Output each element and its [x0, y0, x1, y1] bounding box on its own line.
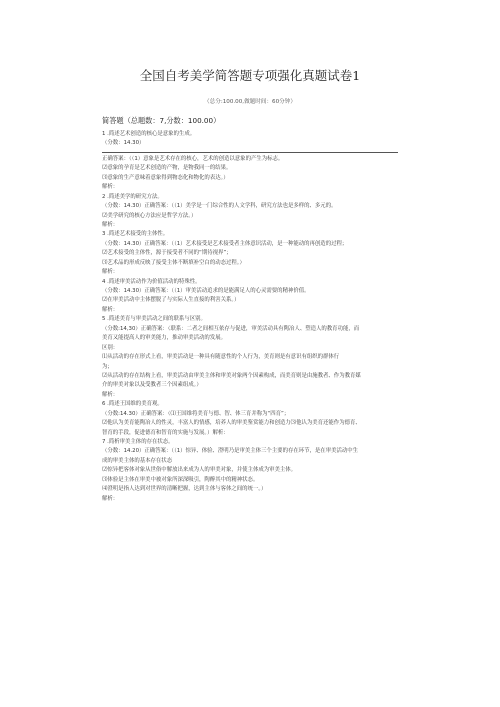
question-1-answer-line: ⑶意象的生产意味着意象得到物态化和物化的表达。） [102, 174, 229, 181]
question-6-answer-line: 智育的手段，促进德育和智育的实施与发展。）解析： [102, 429, 229, 436]
question-4-analysis: 解析： [102, 306, 119, 313]
question-7-answer-line: ⑵惊异把客体对象从世俗中解放出来成为人的审美对象，并使主体成为审美主体。 [102, 467, 297, 474]
question-1-answer-line: ⑵意象的孕育是艺术创造的产物，是物我同一的结果。 [102, 165, 232, 172]
question-4-answer-line: ⑵在审美活动中主体摆脱了与实际人生直接的利害关系。） [102, 297, 240, 304]
question-5-answer-line: ⑵从活动的存在结构上看，审美活动由审美主体和审美对象两个因素构成，而美育则是由施教者、作为教育媒 [102, 372, 361, 379]
question-3-title: 3 .简述艺术接受的主体性。 [102, 231, 169, 238]
question-5-answer-line: 为； [102, 363, 113, 370]
question-5-answer-line: （分数:14,30）正确答案：（联系：二者之间相互依存与促进，审美活动具有陶冶人、塑造人的教育功能，而 [102, 325, 360, 332]
question-1-score: （分数：14.30） [102, 140, 145, 147]
question-7-title: 7 .简析审美主体的存在状态。 [102, 439, 174, 445]
document-subtitle: （总分:100.00,做题时间：60分钟） [204, 99, 296, 105]
question-7-answer-line: （分数：14.20）正确答案：（（1）惊异、体验、澄明乃是审美主体三个主要的存在环节，是在审美活动中生 [102, 448, 359, 455]
question-5-answer-line: 介的审美对象以及受教者三个因素组成。） [102, 382, 202, 389]
question-3-answer-line: （分数：14.30）正确答案：（（1）艺术接受是艺术接受者主体意识活动，是一种能动的再创造的过程； [102, 240, 348, 247]
question-7-analysis: 解析： [102, 495, 119, 502]
question-3-answer-line: ⑶艺术品的形成反映了接受主体不断填补空白的动态过程。） [102, 259, 245, 266]
question-4-answer-line: （分数：14.30）正确答案：（（1）审美活动追求的是能满足人的心灵需要的精神价值。 [102, 288, 310, 294]
question-7-answer-line: 成的审美主体的基本存在状态 [102, 457, 173, 464]
question-5-analysis: 解析： [102, 391, 119, 398]
question-5-answer-line: 美育又能提高人的审美能力，推动审美活动的发展。 [102, 335, 226, 342]
question-5-title: 5 .简述美育与审美活动之间的联系与区别。 [102, 316, 206, 323]
question-1-answer-line: 正确答案：（（1）意象是艺术存在的核心，艺术的创造以意象的产生为标志。 [102, 155, 284, 162]
question-6-title: 6 .简述王国维的美育观。 [102, 401, 163, 408]
document-title: 全国自考美学简答题专项强化真题试卷1 [139, 68, 361, 83]
answer-divider [102, 152, 398, 153]
question-5-answer-line: 区别： [102, 344, 119, 351]
question-2-answer-line: ⑵美学研究的核心方法应是哲学方法。） [102, 212, 197, 219]
question-2-answer-line: （分数：14.30）正确答案：（（1）美学是一门综合性的人文学科，研究方法也是多样的、多元的。 [102, 203, 337, 210]
question-list [102, 130, 398, 504]
question-6-answer-line: ⑵他认为美育能陶冶人的性灵，丰富人的情感，培养人的审美鉴赏能力和创造力⑶他认为美育还能作为德育、 [102, 420, 361, 427]
question-7-answer-line: ⑶体验是主体在审美中被对象所深深吸引，陶醉其中的精神状态。 [102, 476, 259, 483]
question-1-analysis: 解析： [102, 184, 119, 191]
question-2-title: 2 .简述美学的研究方法。 [102, 193, 163, 200]
question-1-title: 1 .简述艺术创造的核心是意象的生成。 [102, 131, 196, 137]
question-7-answer-line: ⑷澄明是指人达到对世界的清晰把握，达到主体与客体之间的统一。） [102, 486, 267, 493]
question-5-answer-line: ⑴从活动的存在形式上看，审美活动是一种具有随意性的个人行为，美育则是有意识有组织的群体行 [102, 354, 340, 361]
question-6-answer-line: （分数:14.30）正确答案：（⑴王国维将美育与德、智、体三育并称为“四育”； [102, 410, 290, 417]
question-3-answer-line: ⑵艺术接受的主体性，源于接受者不同的“期待视界”； [102, 250, 232, 257]
question-2-analysis: 解析： [102, 221, 119, 228]
section-heading: 简答题（总题数：7,分数：100.00） [102, 116, 221, 125]
question-4-title: 4 .简述审美活动作为价值活动的特殊性。 [102, 278, 201, 285]
question-3-analysis: 解析： [102, 269, 119, 276]
